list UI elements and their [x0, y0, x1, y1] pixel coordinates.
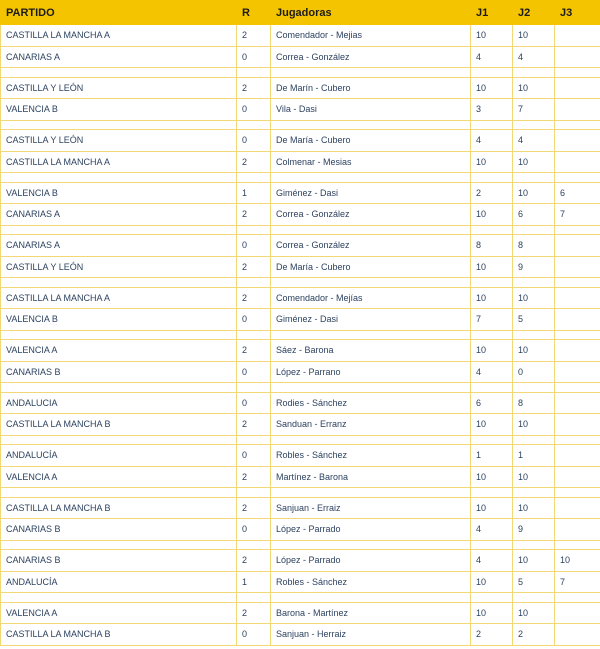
cell-set3: [555, 130, 600, 152]
cell-set2: 9: [513, 519, 555, 541]
table-row: [1, 624, 600, 646]
cell-team: CASTILLA Y LEÓN: [1, 77, 237, 99]
spacer-cell: [513, 68, 555, 78]
cell-players: Robles - Sánchez: [271, 445, 471, 467]
cell-set1: 4: [471, 550, 513, 572]
spacer-cell: [555, 540, 600, 550]
cell-players: López - Parrado: [271, 550, 471, 572]
spacer-cell: [555, 488, 600, 498]
cell-result: 2: [237, 414, 271, 436]
cell-team: ANDALUCÍA: [1, 445, 237, 467]
table-row: [1, 287, 600, 309]
cell-set2: 10: [513, 466, 555, 488]
cell-result: 0: [237, 46, 271, 68]
spacer-cell: [1, 540, 237, 550]
cell-result: 2: [237, 340, 271, 362]
cell-result: 0: [237, 624, 271, 646]
cell-set3: [555, 287, 600, 309]
spacer-cell: [513, 225, 555, 235]
cell-team: CANARIAS A: [1, 235, 237, 257]
cell-team: VALENCIA A: [1, 602, 237, 624]
cell-team: CASTILLA LA MANCHA A: [1, 25, 237, 47]
cell-set3: [555, 466, 600, 488]
table-row: [1, 25, 600, 47]
cell-result: 2: [237, 25, 271, 47]
spacer-cell: [513, 540, 555, 550]
spacer-row: [1, 225, 600, 235]
cell-set3: [555, 77, 600, 99]
spacer-cell: [1, 173, 237, 183]
cell-set3: [555, 25, 600, 47]
cell-players: Martínez - Barona: [271, 466, 471, 488]
cell-result: 2: [237, 550, 271, 572]
spacer-cell: [1, 68, 237, 78]
table-row: [1, 256, 600, 278]
cell-result: 2: [237, 497, 271, 519]
cell-team: CASTILLA Y LEÓN: [1, 130, 237, 152]
cell-result: 0: [237, 519, 271, 541]
spacer-cell: [237, 435, 271, 445]
spacer-row: [1, 330, 600, 340]
spacer-cell: [237, 173, 271, 183]
cell-set1: 10: [471, 340, 513, 362]
cell-set1: 10: [471, 151, 513, 173]
table-row: [1, 99, 600, 121]
cell-team: VALENCIA A: [1, 466, 237, 488]
cell-set1: 10: [471, 204, 513, 226]
cell-set2: 10: [513, 550, 555, 572]
spacer-cell: [471, 488, 513, 498]
spacer-cell: [237, 488, 271, 498]
spacer-cell: [271, 330, 471, 340]
header-j1: J1: [471, 1, 513, 25]
cell-team: CANARIAS A: [1, 204, 237, 226]
spacer-cell: [1, 120, 237, 130]
spacer-cell: [555, 435, 600, 445]
cell-players: Comendador - Mejías: [271, 287, 471, 309]
cell-set2: 1: [513, 445, 555, 467]
cell-set2: 10: [513, 340, 555, 362]
spacer-cell: [513, 488, 555, 498]
cell-set3: [555, 445, 600, 467]
cell-players: Giménez - Dasi: [271, 309, 471, 331]
spacer-cell: [1, 435, 237, 445]
cell-set2: 9: [513, 256, 555, 278]
cell-team: CASTILLA LA MANCHA A: [1, 151, 237, 173]
spacer-row: [1, 435, 600, 445]
cell-set3: [555, 361, 600, 383]
cell-team: CANARIAS B: [1, 361, 237, 383]
table-row: [1, 519, 600, 541]
spacer-cell: [555, 225, 600, 235]
cell-result: 2: [237, 77, 271, 99]
cell-set2: 10: [513, 414, 555, 436]
spacer-cell: [271, 488, 471, 498]
spacer-cell: [513, 383, 555, 393]
cell-set2: 7: [513, 99, 555, 121]
cell-result: 1: [237, 182, 271, 204]
cell-set2: 4: [513, 130, 555, 152]
spacer-cell: [555, 68, 600, 78]
cell-result: 0: [237, 445, 271, 467]
spacer-cell: [513, 435, 555, 445]
cell-set1: 10: [471, 466, 513, 488]
spacer-cell: [471, 120, 513, 130]
spacer-row: [1, 120, 600, 130]
table-row: [1, 497, 600, 519]
spacer-cell: [271, 68, 471, 78]
cell-set3: 7: [555, 571, 600, 593]
cell-team: CASTILLA LA MANCHA A: [1, 287, 237, 309]
cell-team: VALENCIA B: [1, 182, 237, 204]
spacer-cell: [271, 173, 471, 183]
spacer-cell: [471, 225, 513, 235]
spacer-row: [1, 593, 600, 603]
cell-set1: 1: [471, 445, 513, 467]
spacer-cell: [555, 383, 600, 393]
table-row: [1, 182, 600, 204]
spacer-cell: [237, 383, 271, 393]
cell-set2: 8: [513, 235, 555, 257]
header-row: [1, 1, 600, 25]
cell-set1: 10: [471, 602, 513, 624]
spacer-row: [1, 540, 600, 550]
cell-set1: 4: [471, 519, 513, 541]
cell-set2: 10: [513, 182, 555, 204]
table-row: [1, 550, 600, 572]
cell-team: CASTILLA LA MANCHA B: [1, 624, 237, 646]
cell-set2: 10: [513, 602, 555, 624]
spacer-cell: [471, 435, 513, 445]
table-row: [1, 340, 600, 362]
spacer-cell: [471, 278, 513, 288]
spacer-cell: [555, 278, 600, 288]
cell-set1: 10: [471, 77, 513, 99]
cell-players: Correa - González: [271, 46, 471, 68]
cell-set1: 4: [471, 46, 513, 68]
cell-result: 0: [237, 99, 271, 121]
spacer-row: [1, 68, 600, 78]
cell-team: CANARIAS A: [1, 46, 237, 68]
spacer-cell: [1, 330, 237, 340]
cell-players: Robles - Sánchez: [271, 571, 471, 593]
spacer-cell: [271, 435, 471, 445]
cell-result: 2: [237, 204, 271, 226]
spacer-cell: [1, 278, 237, 288]
table-row: [1, 466, 600, 488]
cell-players: De María - Cubero: [271, 256, 471, 278]
table-row: [1, 361, 600, 383]
cell-set3: [555, 151, 600, 173]
cell-set2: 8: [513, 392, 555, 414]
spacer-cell: [555, 120, 600, 130]
table-row: [1, 77, 600, 99]
cell-team: CASTILLA LA MANCHA B: [1, 497, 237, 519]
spacer-cell: [471, 383, 513, 393]
header-j2: J2: [513, 1, 555, 25]
spacer-cell: [555, 593, 600, 603]
spacer-cell: [471, 68, 513, 78]
cell-players: Comendador - Mejias: [271, 25, 471, 47]
spacer-cell: [513, 173, 555, 183]
cell-set1: 7: [471, 309, 513, 331]
table-row: [1, 445, 600, 467]
cell-set1: 4: [471, 361, 513, 383]
cell-set1: 10: [471, 497, 513, 519]
spacer-cell: [271, 540, 471, 550]
cell-set3: [555, 519, 600, 541]
results-body: [1, 25, 600, 646]
cell-set3: [555, 46, 600, 68]
cell-players: Sanjuan - Erraiz: [271, 497, 471, 519]
spacer-cell: [237, 68, 271, 78]
spacer-cell: [237, 593, 271, 603]
table-row: [1, 235, 600, 257]
spacer-cell: [471, 593, 513, 603]
cell-players: Sáez - Barona: [271, 340, 471, 362]
cell-players: De Marín - Cubero: [271, 77, 471, 99]
cell-set2: 5: [513, 309, 555, 331]
header-jugadoras: Jugadoras: [271, 1, 471, 25]
cell-players: Colmenar - Mesias: [271, 151, 471, 173]
cell-set2: 6: [513, 204, 555, 226]
cell-players: De María - Cubero: [271, 130, 471, 152]
header-r: R: [237, 1, 271, 25]
spacer-cell: [237, 540, 271, 550]
spacer-cell: [513, 120, 555, 130]
cell-result: 0: [237, 361, 271, 383]
cell-set3: [555, 309, 600, 331]
spacer-cell: [513, 278, 555, 288]
cell-result: 1: [237, 571, 271, 593]
cell-set2: 4: [513, 46, 555, 68]
table-row: [1, 151, 600, 173]
spacer-cell: [237, 120, 271, 130]
cell-set3: [555, 392, 600, 414]
spacer-cell: [237, 225, 271, 235]
cell-players: Barona - Martínez: [271, 602, 471, 624]
cell-set2: 10: [513, 287, 555, 309]
cell-set3: 6: [555, 182, 600, 204]
cell-players: López - Parrado: [271, 519, 471, 541]
cell-result: 0: [237, 130, 271, 152]
spacer-cell: [271, 120, 471, 130]
cell-team: ANDALUCÍA: [1, 571, 237, 593]
cell-set1: 3: [471, 99, 513, 121]
spacer-cell: [271, 278, 471, 288]
cell-set3: [555, 256, 600, 278]
cell-players: Vila - Dasi: [271, 99, 471, 121]
cell-set3: [555, 235, 600, 257]
cell-team: CASTILLA Y LEÓN: [1, 256, 237, 278]
cell-set1: 10: [471, 256, 513, 278]
cell-players: Giménez - Dasi: [271, 182, 471, 204]
table-row: [1, 204, 600, 226]
spacer-cell: [1, 225, 237, 235]
table-row: [1, 602, 600, 624]
cell-team: VALENCIA A: [1, 340, 237, 362]
cell-set1: 10: [471, 287, 513, 309]
cell-set2: 0: [513, 361, 555, 383]
spacer-cell: [471, 173, 513, 183]
cell-team: CANARIAS B: [1, 550, 237, 572]
cell-result: 2: [237, 256, 271, 278]
cell-set2: 2: [513, 624, 555, 646]
cell-result: 2: [237, 466, 271, 488]
cell-result: 0: [237, 235, 271, 257]
cell-set2: 5: [513, 571, 555, 593]
table-row: [1, 414, 600, 436]
cell-players: Sanduan - Erranz: [271, 414, 471, 436]
spacer-cell: [555, 173, 600, 183]
spacer-cell: [237, 278, 271, 288]
cell-set1: 8: [471, 235, 513, 257]
cell-players: Sanjuan - Herraiz: [271, 624, 471, 646]
cell-set3: [555, 99, 600, 121]
spacer-row: [1, 383, 600, 393]
spacer-cell: [513, 593, 555, 603]
cell-result: 0: [237, 392, 271, 414]
cell-set1: 10: [471, 414, 513, 436]
cell-team: CANARIAS B: [1, 519, 237, 541]
cell-result: 2: [237, 151, 271, 173]
spacer-cell: [471, 540, 513, 550]
cell-result: 0: [237, 309, 271, 331]
cell-result: 2: [237, 287, 271, 309]
cell-set3: [555, 602, 600, 624]
spacer-cell: [1, 593, 237, 603]
cell-team: VALENCIA B: [1, 99, 237, 121]
cell-set1: 10: [471, 571, 513, 593]
cell-players: López - Parrano: [271, 361, 471, 383]
spacer-row: [1, 278, 600, 288]
table-row: [1, 130, 600, 152]
cell-players: Correa - González: [271, 235, 471, 257]
cell-set1: 6: [471, 392, 513, 414]
cell-set3: 10: [555, 550, 600, 572]
cell-set3: [555, 624, 600, 646]
spacer-row: [1, 488, 600, 498]
cell-set1: 2: [471, 624, 513, 646]
header-j3: J3: [555, 1, 600, 25]
cell-set3: [555, 497, 600, 519]
spacer-cell: [271, 383, 471, 393]
spacer-cell: [237, 330, 271, 340]
table-row: [1, 392, 600, 414]
cell-set3: [555, 340, 600, 362]
spacer-cell: [271, 225, 471, 235]
cell-team: CASTILLA LA MANCHA B: [1, 414, 237, 436]
cell-team: ANDALUCIA: [1, 392, 237, 414]
header-partido: PARTIDO: [1, 1, 237, 25]
cell-set2: 10: [513, 151, 555, 173]
cell-set1: 4: [471, 130, 513, 152]
table-row: [1, 46, 600, 68]
cell-set2: 10: [513, 497, 555, 519]
cell-result: 2: [237, 602, 271, 624]
spacer-cell: [471, 330, 513, 340]
cell-set2: 10: [513, 77, 555, 99]
cell-players: Rodies - Sánchez: [271, 392, 471, 414]
spacer-cell: [271, 593, 471, 603]
cell-set1: 10: [471, 25, 513, 47]
cell-players: Correa - González: [271, 204, 471, 226]
spacer-cell: [1, 383, 237, 393]
spacer-cell: [1, 488, 237, 498]
spacer-row: [1, 173, 600, 183]
cell-team: VALENCIA B: [1, 309, 237, 331]
table-row: [1, 309, 600, 331]
spacer-cell: [513, 330, 555, 340]
spacer-cell: [555, 330, 600, 340]
cell-set1: 2: [471, 182, 513, 204]
cell-set2: 10: [513, 25, 555, 47]
cell-set3: [555, 414, 600, 436]
cell-set3: 7: [555, 204, 600, 226]
table-row: [1, 571, 600, 593]
